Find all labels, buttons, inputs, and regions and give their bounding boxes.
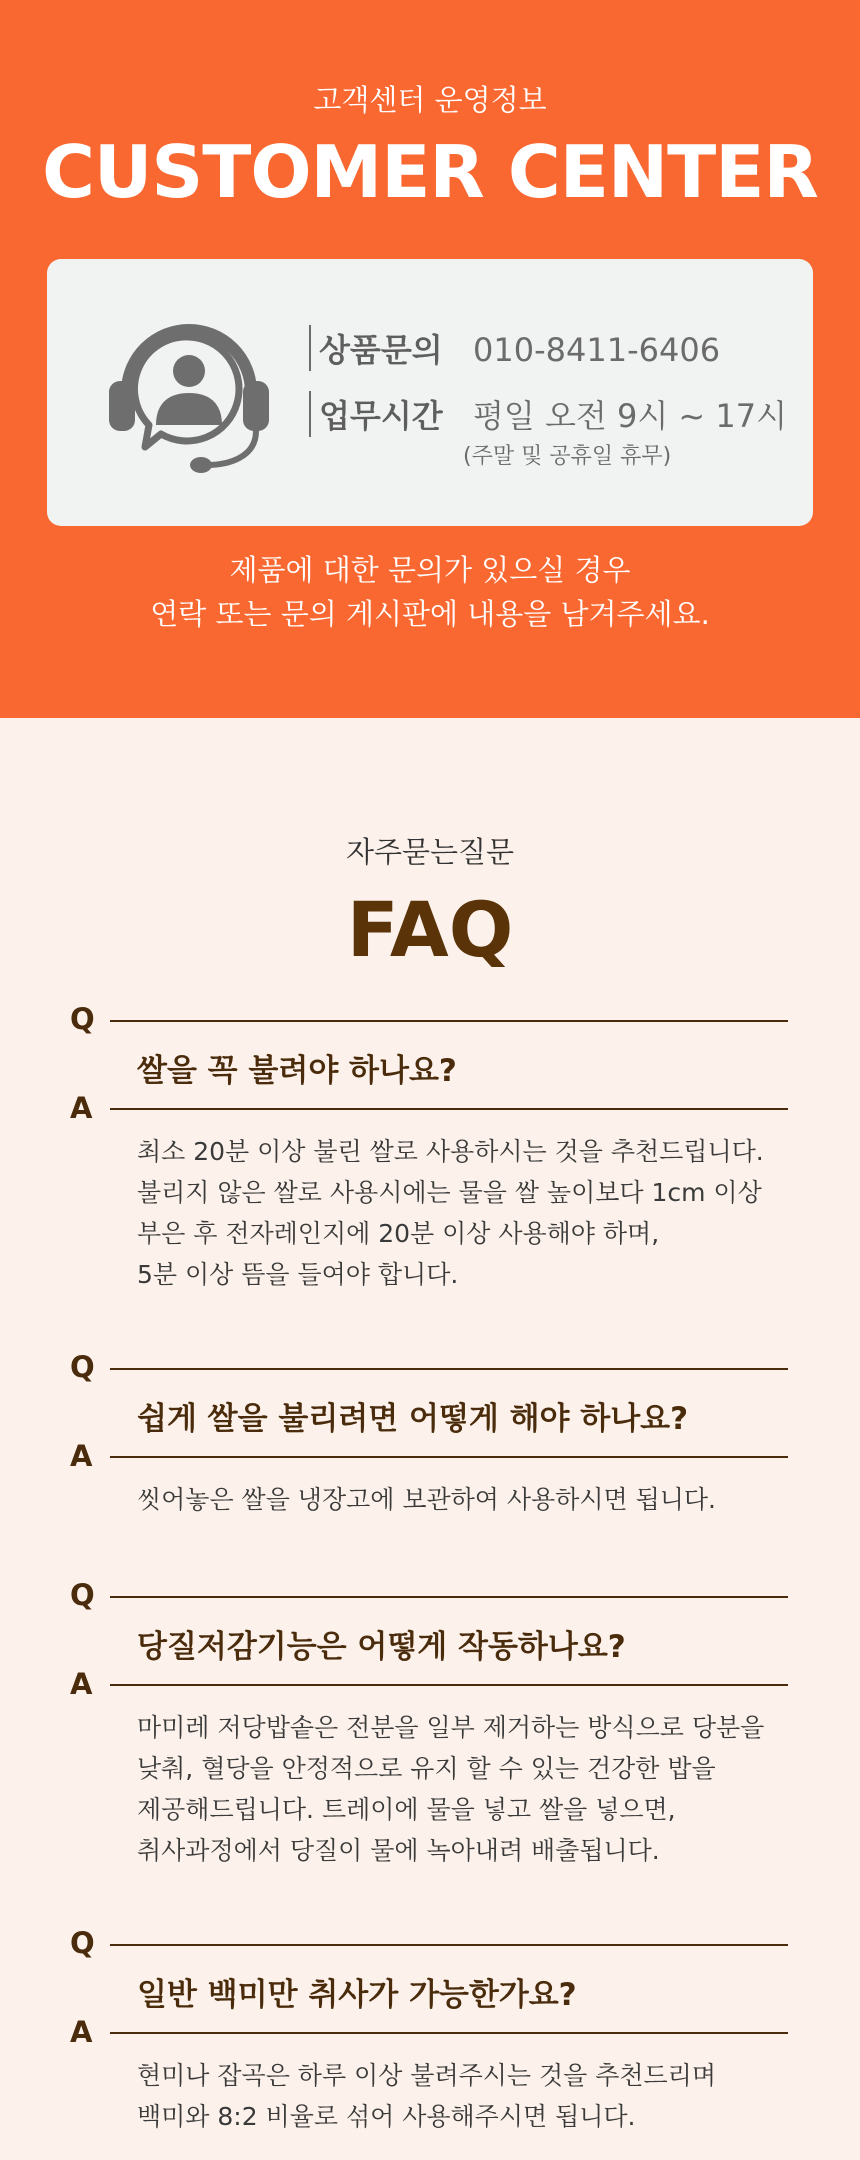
answer-line: 씻어놓은 쌀을 냉장고에 보관하여 사용하시면 됩니다. — [137, 1485, 716, 1514]
hero-title: CUSTOMER CENTER — [42, 130, 818, 214]
faq-answer — [137, 1707, 787, 1871]
answer-mark: A — [70, 2015, 93, 2049]
answer-line: 5분 이상 뜸을 들여야 합니다. — [137, 1260, 459, 1289]
faq-question: 쉽게 쌀을 불리려면 어떻게 해야 하나요? — [137, 1401, 689, 1437]
hero-description-line: 연락 또는 문의 게시판에 내용을 남겨주세요. — [150, 597, 710, 631]
faq-title: FAQ — [346, 885, 514, 974]
phone-number[interactable]: 010-8411-6406 — [473, 331, 721, 369]
answer-divider — [110, 2032, 788, 2034]
faq-answer — [137, 2055, 787, 2137]
answer-line: 제공해드립니다. 트레이에 물을 넣고 쌀을 넣으면, — [137, 1795, 676, 1824]
business-hours-row — [309, 391, 787, 437]
faq-answer — [137, 1479, 787, 1520]
faq-answer — [137, 1131, 787, 1295]
question-mark: Q — [70, 1350, 95, 1384]
answer-line: 최소 20분 이상 불린 쌀로 사용하시는 것을 추천드립니다. — [137, 1137, 764, 1166]
customer-center-banner — [0, 0, 860, 718]
answer-divider — [110, 1456, 788, 1458]
answer-line: 백미와 8:2 비율로 섞어 사용해주시면 됩니다. — [137, 2102, 636, 2131]
faq-question: 일반 백미만 취사가 가능한가요? — [137, 1977, 577, 2013]
business-hours-label: 업무시간 — [309, 391, 467, 437]
question-divider — [110, 1020, 788, 1022]
product-inquiry-row — [309, 325, 720, 371]
question-divider — [110, 1944, 788, 1946]
question-divider — [110, 1368, 788, 1370]
contact-info-card — [47, 259, 813, 526]
question-mark: Q — [70, 1578, 95, 1612]
faq-question: 쌀을 꼭 불려야 하나요? — [137, 1053, 457, 1089]
answer-mark: A — [70, 1667, 93, 1701]
answer-mark: A — [70, 1091, 93, 1125]
answer-divider — [110, 1684, 788, 1686]
answer-mark: A — [70, 1439, 93, 1473]
answer-line: 현미나 잡곡은 하루 이상 불려주시는 것을 추천드리며 — [137, 2061, 716, 2090]
question-divider — [110, 1596, 788, 1598]
holiday-note: (주말 및 공휴일 휴무) — [463, 444, 672, 469]
answer-line: 마미레 저당밥솥은 전분을 일부 제거하는 방식으로 당분을 — [137, 1713, 765, 1742]
faq-subtitle: 자주묻는질문 — [345, 835, 515, 869]
answer-line: 취사과정에서 당질이 물에 녹아내려 배출됩니다. — [137, 1836, 660, 1865]
answer-line: 불리지 않은 쌀로 사용시에는 물을 쌀 높이보다 1cm 이상 — [137, 1178, 762, 1207]
answer-line: 낮춰, 혈당을 안정적으로 유지 할 수 있는 건강한 밥을 — [137, 1754, 716, 1783]
hero-description — [0, 548, 860, 636]
hero-description-line: 제품에 대한 문의가 있으실 경우 — [229, 553, 631, 587]
answer-divider — [110, 1108, 788, 1110]
headset-support-icon — [99, 297, 279, 487]
answer-line: 부은 후 전자레인지에 20분 이상 사용해야 하며, — [137, 1219, 660, 1248]
business-hours-value: 평일 오전 9시 ~ 17시 — [473, 397, 788, 435]
question-mark: Q — [70, 1926, 95, 1960]
product-inquiry-label: 상품문의 — [309, 325, 467, 371]
hero-subtitle: 고객센터 운영정보 — [313, 83, 547, 117]
question-mark: Q — [70, 1002, 95, 1036]
faq-question: 당질저감기능은 어떻게 작동하나요? — [137, 1629, 626, 1665]
